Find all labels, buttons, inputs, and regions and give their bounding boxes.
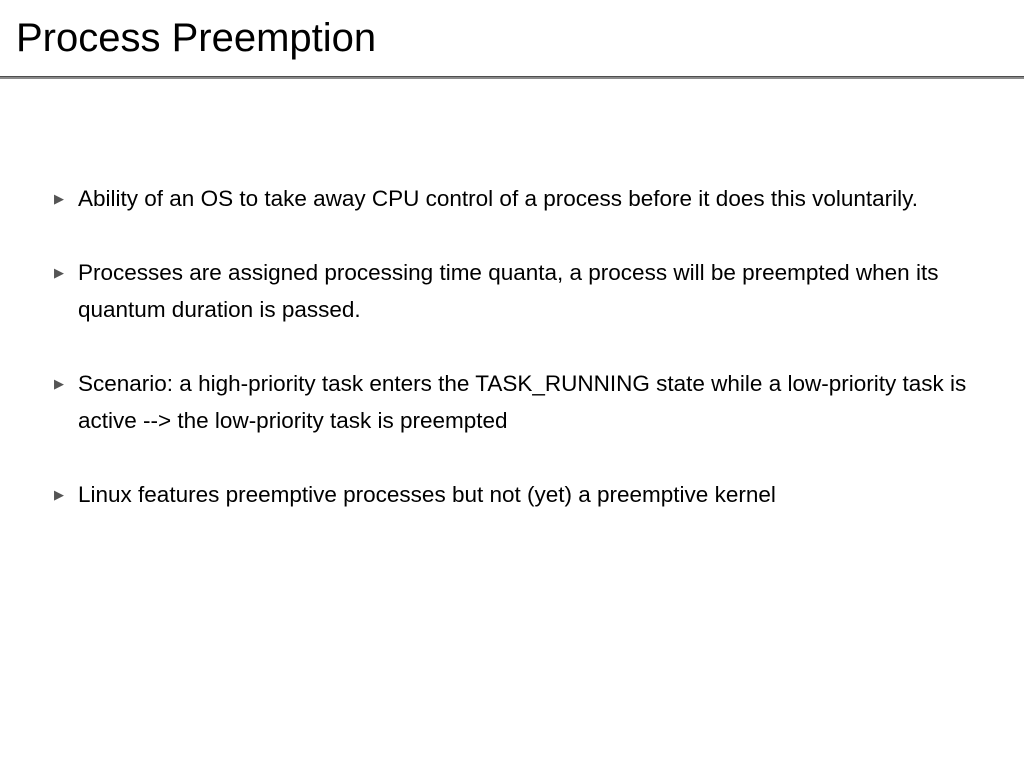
- list-item: [50, 254, 996, 328]
- list-item: [50, 365, 996, 439]
- slide-body: [50, 180, 996, 513]
- bullet-marker-icon: ▶: [54, 191, 64, 206]
- list-item-text: Processes are assigned processing time quanta, a process will be preempted when its quantum duration is passed.: [78, 260, 939, 322]
- title-divider: [0, 76, 1024, 79]
- list-item-text: Scenario: a high-priority task enters the TASK_RUNNING state while a low-priority task is active --> the low-priority task is preempted: [78, 371, 967, 433]
- list-item-text: Ability of an OS to take away CPU control of a process before it does this voluntarily.: [78, 186, 918, 211]
- page-title: Process Preemption: [16, 16, 377, 60]
- bullet-marker-icon: ▶: [54, 487, 64, 502]
- list-item-text: Linux features preemptive processes but not (yet) a preemptive kernel: [78, 482, 776, 507]
- list-item: [50, 476, 996, 513]
- bullet-marker-icon: ▶: [54, 376, 64, 391]
- bullet-marker-icon: ▶: [54, 265, 64, 280]
- list-item: [50, 180, 996, 217]
